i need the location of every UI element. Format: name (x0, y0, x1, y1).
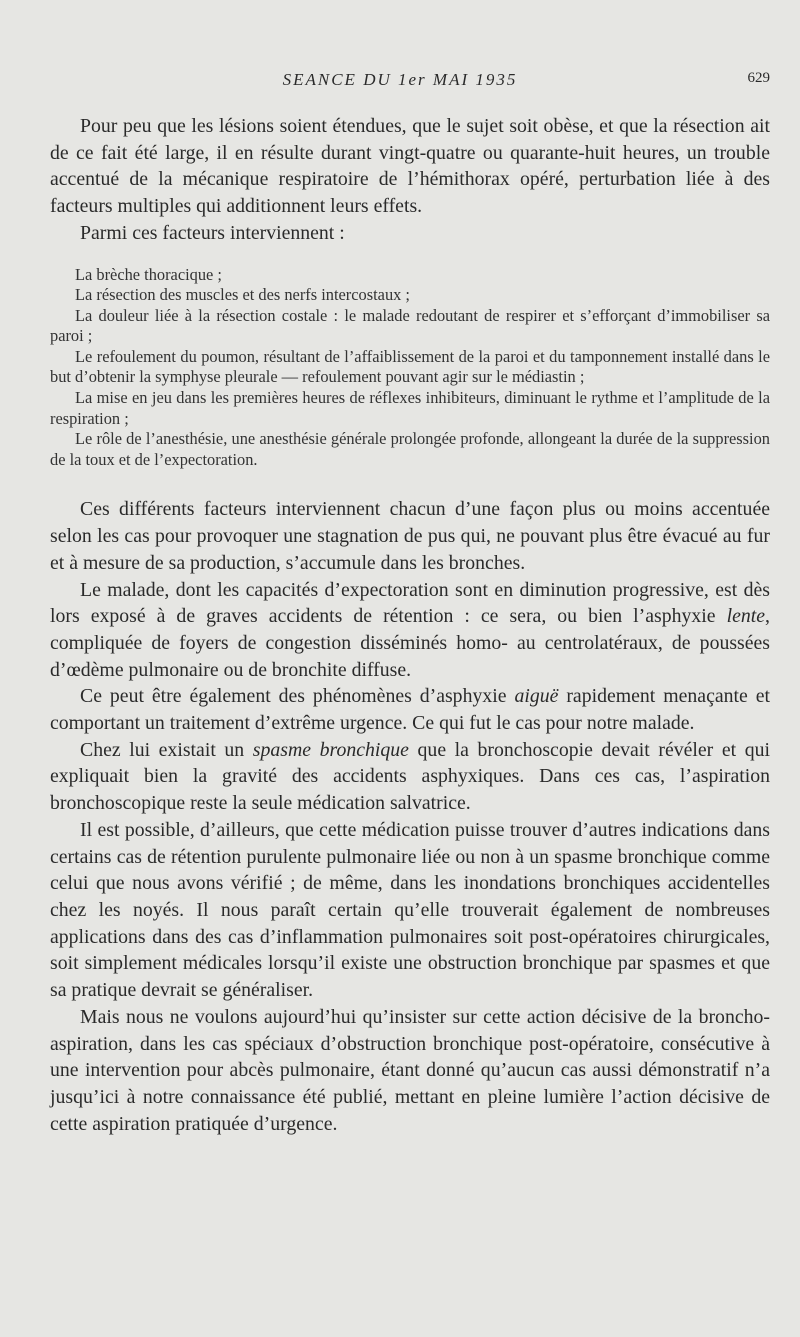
paragraph (50, 683, 770, 736)
factor-item: Le rôle de l’anesthésie, une anesthésie générale prolongée profonde, allongeant la durée de la suppression de la toux et de l’expectoration. (50, 429, 770, 469)
factor-item: La brèche thoracique ; (75, 264, 222, 284)
emphasis-text: aiguë (514, 685, 559, 708)
running-title: SEANCE DU 1er MAI 1935 (282, 70, 518, 89)
main-text (50, 496, 770, 1137)
page-header (0, 70, 800, 94)
factor-item: La mise en jeu dans les premières heures de réflexes inhibiteurs, diminuant le rythme et l’amplitude de la respiration ; (50, 388, 770, 428)
factor-item: La douleur liée à la résection costale : le malade redoutant de respirer et s’efforçant d’immobiliser sa paroi ; (50, 305, 770, 346)
paragraph-text: Chez lui existait un (80, 738, 253, 761)
emphasis-text: spasme bronchique (252, 738, 409, 761)
emphasis-text: lente (726, 605, 766, 628)
paragraph-text: que la bronchoscopie devait révéler et qui expliquait bien la gravité des accidents asphyxiques. Dans ces cas, l’aspiration bronchoscopique reste la seule médication salvatrice. (50, 738, 770, 815)
page-number: 629 (747, 70, 770, 86)
paragraph (50, 737, 770, 817)
paragraph-text: Le malade, dont les capacités d’expectoration sont en diminution progressive, est dès lors exposé à de graves accidents de rétention : ce sera, ou bien l’asphyxie (50, 578, 770, 628)
factor-item: La résection des muscles et des nerfs intercostaux ; (75, 285, 410, 305)
paragraph-text: rapidement menaçante et comportant un traitement d’extrême urgence. Ce qui fut le cas pour notre malade. (50, 685, 770, 735)
factor-list (50, 265, 770, 471)
paragraph-text: Ce peut être également des phénomènes d’asphyxie (80, 685, 515, 708)
paragraph (50, 577, 770, 684)
factor-item: Le refoulement du poumon, résultant de l’affaiblissement de la paroi et du tamponnement installé dans le but d’obtenir la symphyse pleurale — refoulement pouvant agir sur le médiastin ; (50, 346, 770, 387)
paragraph: Il est possible, d’ailleurs, que cette médication puisse trouver d’autres indications dans certains cas de rétention purulente pulmonaire liée ou non à un spasme bronchique comme celui que nous avons vérifié ; de même, dans les inondations bronchiques accidentelles chez les noyés. Il nous paraît certain qu’elle trouverait également de nombreuses applications dans des cas d’inflammation pulmonaires soit post-opératoires chirurgicales, soit simplement médicales lorsqu’il existe une obstruction bronchique par spasmes et que sa pratique devrait se généraliser. (50, 818, 770, 1002)
opening-paragraph: Pour peu que les lésions soient étendues, que le sujet soit obèse, et que la résection ait de ce fait été large, il en résulte durant vingt-quatre ou quarante-huit heures, un trouble accentué de la mécanique respiratoire de l’hémithorax opéré, perturbation liée à des facteurs multiples qui additionnent leurs effets. (50, 115, 770, 218)
list-intro: Parmi ces facteurs interviennent : (80, 221, 345, 244)
paragraph-text: , compliquée de foyers de congestion disséminés homo- au centrolatéraux, de poussées d’œdème pulmonaire ou de bronchite diffuse. (50, 605, 770, 681)
page-body (50, 113, 770, 1137)
paragraph: Ces différents facteurs interviennent chacun d’une façon plus ou moins accentuée selon les cas pour provoquer une stagnation de pus qui, ne pouvant plus être évacué au fur et à mesure de sa production, s’accumule dans les bronches. (50, 498, 770, 574)
paragraph: Mais nous ne voulons aujourd’hui qu’insister sur cette action décisive de la broncho-aspiration, dans les cas spéciaux d’obstruction bronchique post-opératoire, consécutive à une intervention pour abcès pulmonaire, étant donné qu’aucun cas aussi démonstratif n’a jusqu’ici à notre connaissance été publié, mettant en pleine lumière l’action décisive de cette aspiration pratiquée d’urgence. (50, 1005, 770, 1135)
